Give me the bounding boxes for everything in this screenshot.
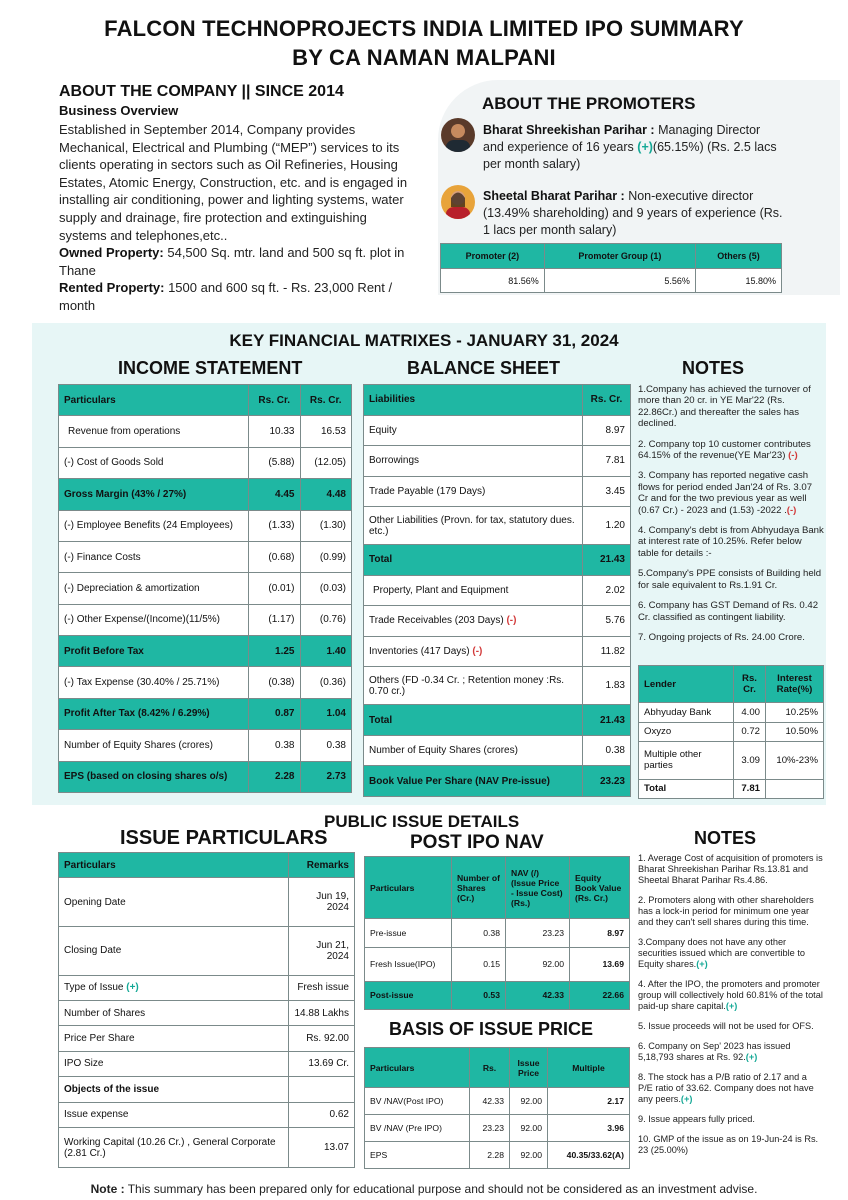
balance-label: Total bbox=[364, 545, 583, 576]
promoter-1-avatar bbox=[441, 118, 475, 152]
note-item: 7. Ongoing projects of Rs. 24.00 Crore. bbox=[638, 631, 805, 643]
balance-value: 1.20 bbox=[583, 507, 631, 545]
balance-value: 23.23 bbox=[583, 766, 631, 797]
note-item: 1. Average Cost of acquisition of promoters is Bharat Shreekishan Parihar Rs.13.81 and Sheetal Bharat Parihar Rs.4.86. bbox=[638, 853, 823, 885]
income-header: Particulars bbox=[59, 385, 249, 416]
basis-label: EPS bbox=[365, 1142, 470, 1169]
balance-label: Borrowings bbox=[364, 446, 583, 477]
balance-value: 21.43 bbox=[583, 545, 631, 576]
note-item bbox=[638, 470, 824, 516]
balance-value: 1.83 bbox=[583, 667, 631, 705]
promoter-2-desc: Non-executive director (13.49% shareholding) and 9 years of experience (Rs. 1 lacs per month salary) bbox=[483, 189, 783, 237]
income-header: Rs. Cr. bbox=[300, 385, 352, 416]
issue-label: Price Per Share bbox=[59, 1026, 289, 1051]
issue-label: Issue expense bbox=[59, 1102, 289, 1127]
issue-value: 14.88 Lakhs bbox=[288, 1001, 354, 1026]
person-icon bbox=[441, 118, 475, 152]
nav-value: 22.66 bbox=[570, 981, 630, 1010]
basis-value: 2.28 bbox=[470, 1142, 510, 1169]
lender-table bbox=[638, 665, 824, 799]
note-item bbox=[638, 1041, 824, 1063]
shareholding-value: 81.56% bbox=[441, 269, 545, 293]
basis-value: 2.17 bbox=[548, 1088, 630, 1115]
note-text: 4. After the IPO, the promoters and promoter group will collectively hold 60.81% of the total paid-up share capital. bbox=[638, 979, 823, 1011]
nav-value: 0.15 bbox=[452, 947, 506, 981]
basis-label: BV /NAV(Post IPO) bbox=[365, 1088, 470, 1115]
footer-label: Note : bbox=[90, 1182, 125, 1196]
issue-label: Working Capital (10.26 Cr.) , General Corporate (2.81 Cr.) bbox=[59, 1128, 289, 1168]
note-text: 8. The stock has a P/B ratio of 2.17 and a P/E ratio of 33.62. Company does not have any peers. bbox=[638, 1072, 814, 1104]
note-text: 3.Company does not have any other securities issued which are convertible to Equity shares. bbox=[638, 937, 805, 969]
basis-header: Particulars bbox=[365, 1048, 470, 1088]
nav-header: Equity Book Value (Rs. Cr.) bbox=[570, 857, 630, 919]
income-value: (0.68) bbox=[249, 541, 301, 572]
basis-value: 23.23 bbox=[470, 1115, 510, 1142]
income-label: (-) Other Expense/(Income)(11/5%) bbox=[59, 604, 249, 635]
negative-marker: (-) bbox=[786, 504, 797, 516]
balance-label bbox=[364, 636, 583, 667]
balance-label bbox=[364, 606, 583, 637]
income-value: (1.33) bbox=[249, 510, 301, 541]
note-text: 2. Company top 10 customer contributes 64.15% of the revenue(YE Mar'23) bbox=[638, 438, 811, 462]
balance-value: 5.76 bbox=[583, 606, 631, 637]
lender-name: Total bbox=[639, 779, 734, 799]
note-item: 9. Issue appears fully priced. bbox=[638, 1114, 755, 1124]
issue-value: Jun 19, 2024 bbox=[288, 878, 354, 927]
income-statement-table bbox=[58, 384, 352, 793]
income-label: Number of Equity Shares (crores) bbox=[59, 730, 249, 761]
income-label: Profit After Tax (8.42% / 6.29%) bbox=[59, 698, 249, 729]
nav-header: Number of Shares (Cr.) bbox=[452, 857, 506, 919]
title-line-1: FALCON TECHNOPROJECTS INDIA LIMITED IPO SUMMARY bbox=[104, 16, 744, 41]
shareholding-header: Promoter Group (1) bbox=[544, 244, 695, 269]
balance-header: Rs. Cr. bbox=[583, 385, 631, 416]
lender-rate bbox=[766, 779, 824, 799]
balance-label: Property, Plant and Equipment bbox=[364, 575, 583, 606]
income-label: (-) Depreciation & amortization bbox=[59, 573, 249, 604]
issue-header: Remarks bbox=[288, 853, 354, 878]
note-item bbox=[638, 979, 824, 1012]
income-value: 16.53 bbox=[300, 416, 352, 447]
promoter-2-avatar bbox=[441, 185, 475, 219]
balance-label: Others (FD -0.34 Cr. ; Retention money :Rs. 0.70 cr.) bbox=[364, 667, 583, 705]
nav-value: 13.69 bbox=[570, 947, 630, 981]
about-promoters-heading: ABOUT THE PROMOTERS bbox=[482, 94, 696, 113]
nav-value: 23.23 bbox=[506, 919, 570, 948]
income-label: Revenue from operations bbox=[59, 416, 249, 447]
rented-property bbox=[59, 279, 415, 314]
income-value: (1.17) bbox=[249, 604, 301, 635]
income-value: (12.05) bbox=[300, 447, 352, 478]
income-value: (0.03) bbox=[300, 573, 352, 604]
income-value: (0.36) bbox=[300, 667, 352, 698]
issue-label: Closing Date bbox=[59, 927, 289, 976]
basis-value: 40.35/33.62(A) bbox=[548, 1142, 630, 1169]
positive-marker: (+) bbox=[126, 982, 139, 994]
balance-label: Total bbox=[364, 705, 583, 736]
issue-value: Jun 21, 2024 bbox=[288, 927, 354, 976]
income-header: Rs. Cr. bbox=[249, 385, 301, 416]
nav-header: Particulars bbox=[365, 857, 452, 919]
nav-label: Fresh Issue(IPO) bbox=[365, 947, 452, 981]
negative-marker: (-) bbox=[788, 450, 798, 462]
lender-amount: 3.09 bbox=[734, 742, 766, 779]
note-text: 6. Company on Sep' 2023 has issued 5,18,793 shares at Rs. 92. bbox=[638, 1041, 791, 1062]
note-item: 2. Promoters along with other shareholders has a lock-in period for minimum one year and they can't sell shares during this time. bbox=[638, 895, 814, 927]
note-text: 3. Company has reported negative cash flows for period ended Jan'24 of Rs. 3.07 Cr and for the two previous year as well (0.67 Cr.) - 2023 and (1.53) -2022 . bbox=[638, 470, 813, 516]
balance-label: Book Value Per Share (NAV Pre-issue) bbox=[364, 766, 583, 797]
income-label: (-) Tax Expense (30.40% / 25.71%) bbox=[59, 667, 249, 698]
balance-label: Number of Equity Shares (crores) bbox=[364, 735, 583, 766]
nav-value: 92.00 bbox=[506, 947, 570, 981]
basis-value: 3.96 bbox=[548, 1115, 630, 1142]
basis-value: 92.00 bbox=[510, 1088, 548, 1115]
rented-property-label: Rented Property: bbox=[59, 280, 165, 296]
public-issue-heading: PUBLIC ISSUE DETAILS bbox=[324, 812, 520, 831]
issue-value: 0.62 bbox=[288, 1102, 354, 1127]
business-overview-heading: Business Overview bbox=[59, 103, 179, 118]
shareholding-header: Others (5) bbox=[695, 244, 781, 269]
issue-notes bbox=[638, 853, 824, 1165]
income-label: Profit Before Tax bbox=[59, 636, 249, 667]
note-item: 5.Company's PPE consists of Building held for sale equivalent to Rs.1.91 Cr. bbox=[638, 568, 822, 591]
income-value: 10.33 bbox=[249, 416, 301, 447]
inventories-label: Inventories (417 Days) bbox=[369, 645, 473, 657]
positive-marker: (+) bbox=[680, 1094, 693, 1104]
income-value: 1.25 bbox=[249, 636, 301, 667]
issue-particulars-table bbox=[58, 852, 355, 1168]
income-value: 4.48 bbox=[300, 479, 352, 510]
lender-rate: 10%-23% bbox=[766, 742, 824, 779]
rented-property-value: 1500 and 600 sq ft. - Rs. 23,000 Rent / month bbox=[59, 280, 393, 313]
income-value: 1.04 bbox=[300, 698, 352, 729]
lender-header: Interest Rate(%) bbox=[766, 666, 824, 703]
note-item bbox=[638, 937, 824, 970]
owned-property-value: 54,500 Sq. mtr. land and 500 sq ft. plot in Thane bbox=[59, 245, 405, 278]
income-value: 2.73 bbox=[300, 761, 352, 793]
basis-header: Rs. bbox=[470, 1048, 510, 1088]
balance-value: 0.38 bbox=[583, 735, 631, 766]
income-value: (5.88) bbox=[249, 447, 301, 478]
basis-label: BV /NAV (Pre IPO) bbox=[365, 1115, 470, 1142]
basis-header: Multiple bbox=[548, 1048, 630, 1088]
issue-value: 13.69 Cr. bbox=[288, 1051, 354, 1076]
note-item: 5. Issue proceeds will not be used for OFS. bbox=[638, 1021, 814, 1031]
income-value: 1.40 bbox=[300, 636, 352, 667]
balance-value: 7.81 bbox=[583, 446, 631, 477]
balance-value: 3.45 bbox=[583, 476, 631, 507]
positive-marker: (+) bbox=[696, 959, 708, 969]
issue-label: Opening Date bbox=[59, 878, 289, 927]
income-label: EPS (based on closing shares o/s) bbox=[59, 761, 249, 793]
overview-paragraph: Established in September 2014, Company provides Mechanical, Electrical and Plumbing (“MEP”) services to its clients operating in sectors such as Oil Refineries, Housing Estates, Atomic Energy, Construction, etc. and is engaged in installing air conditioning, power and lighting systems, water supply and drainage, fire protection and extinguishing systems and telephones,etc.. bbox=[59, 122, 408, 243]
issue-value: Fresh issue bbox=[288, 975, 354, 1000]
note-item bbox=[638, 439, 824, 462]
promoter-1-desc-a: Managing Director and experience of 16 years bbox=[483, 123, 761, 154]
basis-header: Issue Price bbox=[510, 1048, 548, 1088]
balance-label: Trade Payable (179 Days) bbox=[364, 476, 583, 507]
balance-sheet-heading: BALANCE SHEET bbox=[407, 358, 561, 378]
financials-heading: KEY FINANCIAL MATRIXES - JANUARY 31, 2024 bbox=[229, 331, 619, 350]
balance-sheet-table bbox=[363, 384, 631, 797]
basis-of-issue-price-table bbox=[364, 1047, 630, 1169]
issue-header: Particulars bbox=[59, 853, 289, 878]
basis-value: 42.33 bbox=[470, 1088, 510, 1115]
income-value: (0.38) bbox=[249, 667, 301, 698]
income-value: (1.30) bbox=[300, 510, 352, 541]
income-value: (0.01) bbox=[249, 573, 301, 604]
nav-header: NAV (/) (Issue Price - Issue Cost) (Rs.) bbox=[506, 857, 570, 919]
lender-rate: 10.50% bbox=[766, 722, 824, 741]
lender-amount: 0.72 bbox=[734, 722, 766, 741]
shareholding-table bbox=[440, 243, 782, 293]
owned-property-label: Owned Property: bbox=[59, 245, 164, 261]
type-of-issue-label: Type of Issue bbox=[64, 982, 127, 994]
footer-text: This summary has been prepared only for educational purpose and should not be considered as an investment advise. bbox=[124, 1182, 758, 1196]
promoter-1-plus: (+) bbox=[637, 140, 653, 154]
about-company-heading: ABOUT THE COMPANY || SINCE 2014 bbox=[59, 83, 344, 100]
post-ipo-nav-table bbox=[364, 856, 630, 1010]
issue-value: 13.07 bbox=[288, 1128, 354, 1168]
income-label: (-) Finance Costs bbox=[59, 541, 249, 572]
balance-value: 11.82 bbox=[583, 636, 631, 667]
nav-label: Post-issue bbox=[365, 981, 452, 1010]
income-value: 0.38 bbox=[249, 730, 301, 761]
nav-value: 42.33 bbox=[506, 981, 570, 1010]
note-item bbox=[638, 1072, 824, 1105]
issue-label: Objects of the issue bbox=[59, 1077, 289, 1102]
nav-value: 8.97 bbox=[570, 919, 630, 948]
shareholding-value: 15.80% bbox=[695, 269, 781, 293]
note-item: 10. GMP of the issue as on 19-Jun-24 is Rs. 23 (25.00%) bbox=[638, 1134, 819, 1155]
income-value: 2.28 bbox=[249, 761, 301, 793]
income-value: 0.38 bbox=[300, 730, 352, 761]
positive-marker: (+) bbox=[745, 1052, 758, 1062]
person-icon bbox=[441, 185, 475, 219]
trade-receivables-label: Trade Receivables (203 Days) bbox=[369, 615, 507, 627]
lender-header: Lender bbox=[639, 666, 734, 703]
promoter-1-name: Bharat Shreekishan Parihar : bbox=[483, 123, 655, 137]
notes-heading-2: NOTES bbox=[694, 828, 757, 848]
balance-label: Other Liabilities (Provn. for tax, statutory dues. etc.) bbox=[364, 507, 583, 545]
post-ipo-nav-heading: POST IPO NAV bbox=[410, 832, 544, 853]
positive-marker: (+) bbox=[725, 1001, 738, 1011]
promoter-2-name: Sheetal Bharat Parihar : bbox=[483, 189, 625, 203]
footer-disclaimer bbox=[0, 1182, 848, 1196]
negative-marker: (-) bbox=[506, 615, 517, 627]
issue-label: IPO Size bbox=[59, 1051, 289, 1076]
page-title bbox=[0, 14, 848, 72]
issue-value bbox=[288, 1077, 354, 1102]
basis-heading: BASIS OF ISSUE PRICE bbox=[389, 1019, 594, 1039]
owned-property bbox=[59, 244, 415, 279]
balance-value: 2.02 bbox=[583, 575, 631, 606]
nav-label: Pre-issue bbox=[365, 919, 452, 948]
balance-value: 21.43 bbox=[583, 705, 631, 736]
income-value: (0.76) bbox=[300, 604, 352, 635]
promoter-1-info bbox=[483, 122, 783, 173]
nav-value: 0.53 bbox=[452, 981, 506, 1010]
basis-value: 92.00 bbox=[510, 1142, 548, 1169]
income-label: (-) Cost of Goods Sold bbox=[59, 447, 249, 478]
shareholding-header: Promoter (2) bbox=[441, 244, 545, 269]
issue-particulars-heading: ISSUE PARTICULARS bbox=[120, 827, 328, 849]
balance-label: Equity bbox=[364, 415, 583, 446]
lender-name: Abhyuday Bank bbox=[639, 703, 734, 722]
basis-value: 92.00 bbox=[510, 1115, 548, 1142]
issue-label: Number of Shares bbox=[59, 1001, 289, 1026]
lender-name: Multiple other parties bbox=[639, 742, 734, 779]
issue-value: Rs. 92.00 bbox=[288, 1026, 354, 1051]
lender-header: Rs. Cr. bbox=[734, 666, 766, 703]
shareholding-value: 5.56% bbox=[544, 269, 695, 293]
note-item: 1.Company has achieved the turnover of more than 20 cr. in YE Mar'22 (Rs. 22.86Cr.) and thereafter the sales has declined. bbox=[638, 384, 811, 430]
issue-label bbox=[59, 975, 289, 1000]
balance-header: Liabilities bbox=[364, 385, 583, 416]
income-value: 4.45 bbox=[249, 479, 301, 510]
income-label: Gross Margin (43% / 27%) bbox=[59, 479, 249, 510]
company-overview-text bbox=[59, 121, 415, 315]
income-value: (0.99) bbox=[300, 541, 352, 572]
lender-rate: 10.25% bbox=[766, 703, 824, 722]
title-line-2: BY CA NAMAN MALPANI bbox=[292, 45, 556, 70]
balance-value: 8.97 bbox=[583, 415, 631, 446]
income-statement-heading: INCOME STATEMENT bbox=[118, 358, 303, 378]
lender-amount: 4.00 bbox=[734, 703, 766, 722]
financial-notes bbox=[638, 384, 824, 652]
note-item: 4. Company's debt is from Abhyudaya Bank at interest rate of 10.25%. Refer below table for details :- bbox=[638, 525, 824, 559]
negative-marker: (-) bbox=[472, 645, 483, 657]
lender-name: Oxyzo bbox=[639, 722, 734, 741]
income-value: 0.87 bbox=[249, 698, 301, 729]
nav-value: 0.38 bbox=[452, 919, 506, 948]
notes-heading-1: NOTES bbox=[682, 358, 745, 378]
lender-amount: 7.81 bbox=[734, 779, 766, 799]
promoter-1-desc-b: (65.15%) (Rs. 2.5 lacs per month salary) bbox=[483, 140, 777, 171]
note-item: 6. Company has GST Demand of Rs. 0.42 Cr. classified as contingent liability. bbox=[638, 600, 819, 623]
promoter-2-info bbox=[483, 188, 783, 239]
income-label: (-) Employee Benefits (24 Employees) bbox=[59, 510, 249, 541]
